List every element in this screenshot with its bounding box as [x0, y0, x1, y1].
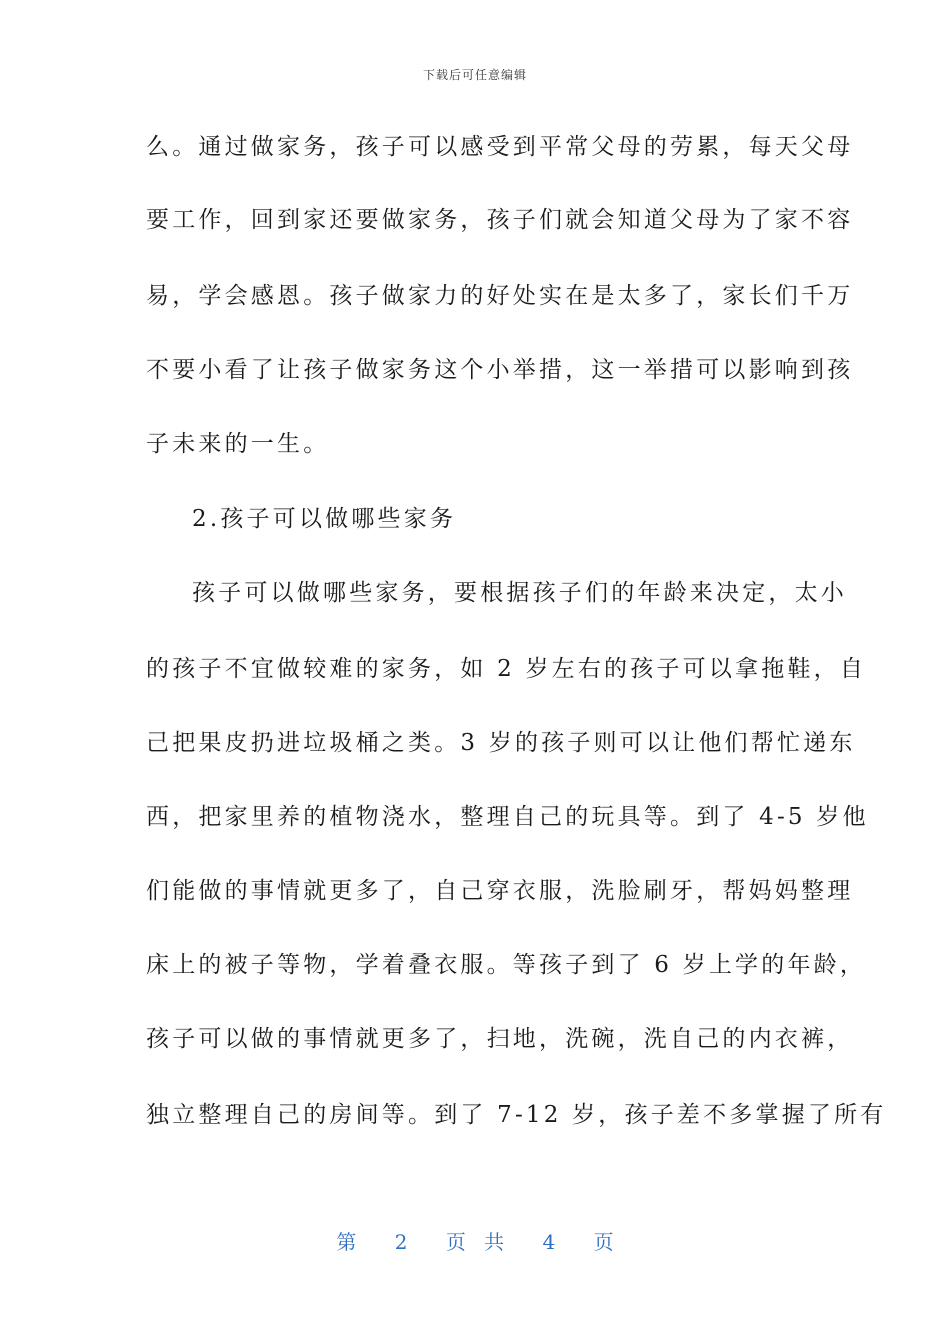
paragraph-line: 西，把家里养的植物浇水，整理自己的玩具等。到了 4-5 岁他: [146, 804, 869, 830]
page-footer: [0, 1226, 950, 1255]
current-page-number: 2: [394, 1230, 408, 1254]
paragraph-line: 不要小看了让孩子做家务这个小举措，这一举措可以影响到孩: [146, 357, 854, 383]
total-pages-number: 4: [542, 1230, 556, 1254]
paragraph-line: 易，学会感恩。孩子做家力的好处实在是太多了，家长们千万: [146, 283, 854, 309]
paragraph-line: 孩子可以做的事情就更多了，扫地，洗碗，洗自己的内衣裤，: [146, 1026, 854, 1052]
paragraph-line: 床上的被子等物，学着叠衣服。等孩子到了 6 岁上学的年龄，: [146, 952, 867, 978]
paragraph-line: 独立整理自己的房间等。到了 7-12 岁，孩子差不多掌握了所有: [146, 1102, 887, 1128]
footer-label-of: 页 共: [445, 1230, 505, 1254]
footer-label-page: 第: [336, 1230, 357, 1254]
paragraph-line: 己把果皮扔进垃圾桶之类。3 岁的孩子则可以让他们帮忙递东: [146, 730, 856, 756]
paragraph-line: 孩子可以做哪些家务，要根据孩子们的年龄来决定，太小: [192, 580, 847, 606]
footer-label-end: 页: [593, 1230, 614, 1254]
paragraph-line: 么。通过做家务，孩子可以感受到平常父母的劳累，每天父母: [146, 134, 854, 160]
paragraph-line: 们能做的事情就更多了，自己穿衣服，洗脸刷牙，帮妈妈整理: [146, 878, 854, 904]
paragraph-line: 的孩子不宜做较难的家务，如 2 岁左右的孩子可以拿拖鞋，自: [146, 656, 867, 682]
paragraph-line: 要工作，回到家还要做家务，孩子们就会知道父母为了家不容: [146, 207, 854, 233]
section-heading: 2.孩子可以做哪些家务: [192, 506, 457, 532]
paragraph-line: 子未来的一生。: [146, 431, 330, 457]
page-header: 下载后可任意编辑: [422, 68, 527, 82]
